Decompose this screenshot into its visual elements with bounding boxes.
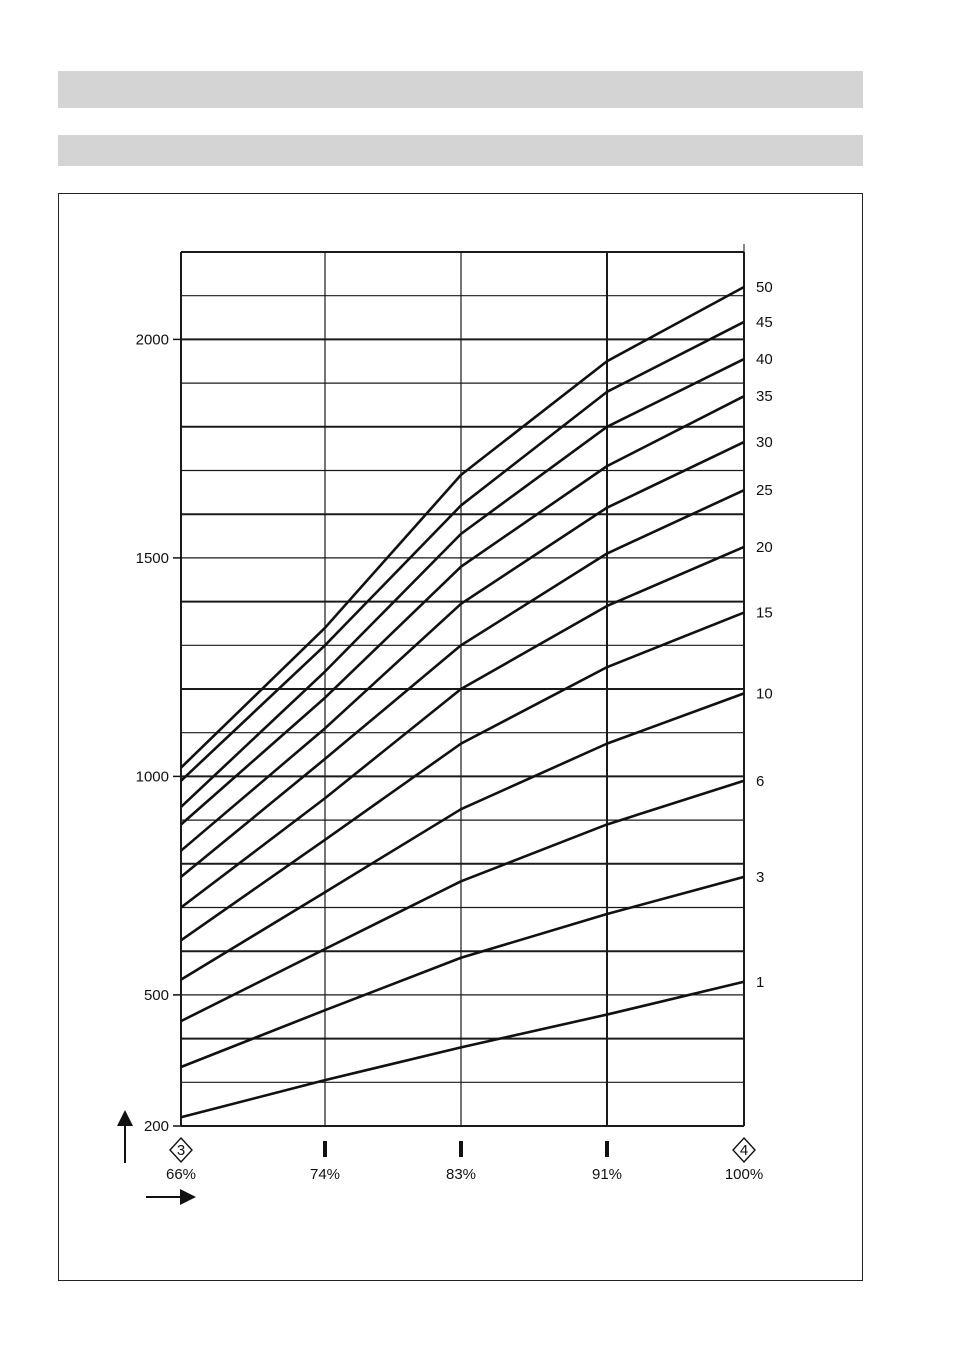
x-tick-label: 83% (445, 1166, 477, 1183)
y-tick-label: 500 (143, 986, 169, 1004)
y-tick-label: 200 (143, 1118, 169, 1135)
series-label: 10 (756, 685, 773, 703)
series-label: 45 (756, 313, 773, 331)
series-line-10 (181, 693, 744, 979)
series-label: 1 (756, 973, 765, 991)
x-tick (605, 1141, 609, 1157)
up-arrow-icon (117, 1110, 133, 1126)
y-tick-label: 2000 (135, 331, 169, 349)
x-tick-label: 74% (309, 1166, 341, 1183)
x-tick-label: 100% (724, 1166, 764, 1183)
series-label: 15 (756, 604, 773, 622)
series-line-35 (181, 396, 744, 824)
series-line-25 (181, 490, 744, 877)
chart-series (181, 287, 744, 1117)
y-tick-label: 1000 (135, 768, 169, 786)
series-label: 50 (756, 278, 773, 296)
series-label: 25 (756, 482, 773, 500)
x-marker-label: 4 (739, 1142, 749, 1159)
series-line-45 (181, 322, 744, 781)
x-tick (323, 1141, 327, 1157)
x-marker-label: 3 (176, 1142, 186, 1159)
series-label: 20 (756, 538, 773, 556)
x-tick (459, 1141, 463, 1157)
x-tick-label: 66% (165, 1166, 197, 1183)
x-tick-label: 91% (591, 1166, 623, 1183)
series-label: 40 (756, 351, 773, 369)
series-label: 3 (756, 868, 765, 886)
series-label: 30 (756, 434, 773, 452)
y-tick-label: 1500 (135, 549, 169, 567)
right-arrow-icon (180, 1189, 196, 1205)
series-label: 6 (756, 772, 765, 790)
series-label: 35 (756, 388, 773, 406)
series-line-50 (181, 287, 744, 768)
series-line-1 (181, 982, 744, 1117)
